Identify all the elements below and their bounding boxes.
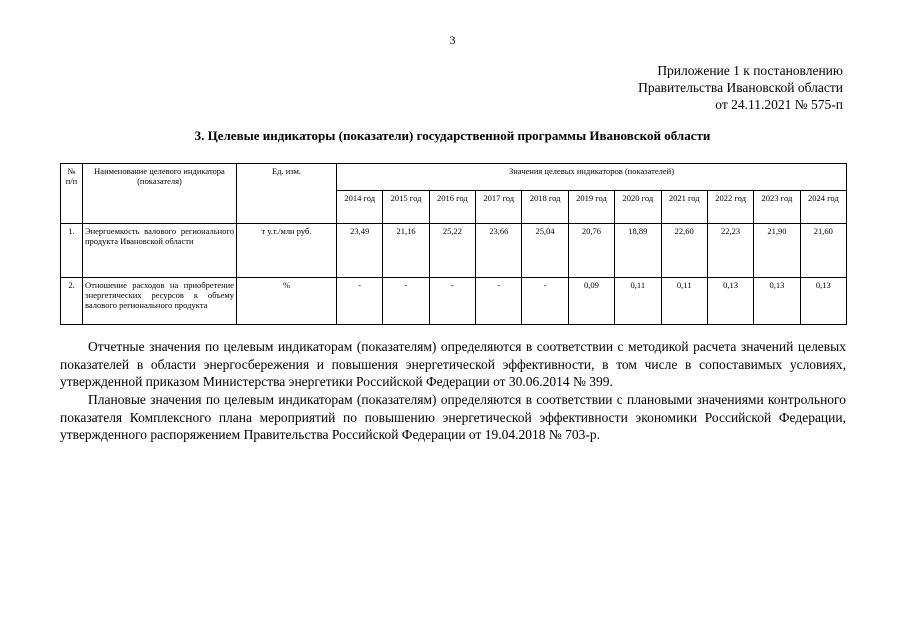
header-year: 2022 год (707, 191, 753, 224)
header-year: 2015 год (383, 191, 429, 224)
table-body (61, 224, 847, 325)
paragraph-1: Отчетные значения по целевым индикаторам (показателям) определяются в соответствии с методикой расчета значений целевых показателей в области энергосбережения и повышения энергетической эффективности, в том числе в сопоставимых условиях, утвержденной приказом Министерства энергетики Российской Федерации от 30.06.2014 № 399. (60, 339, 846, 389)
indicator-value: - (476, 278, 522, 325)
header-year: 2020 год (615, 191, 661, 224)
indicator-value: 0,09 (568, 278, 614, 325)
indicator-unit: т у.т./млн руб. (237, 224, 337, 278)
row-number: 1. (61, 224, 83, 278)
header-unit: Ед. изм. (237, 164, 337, 224)
appendix-line-1: Приложение 1 к постановлению (657, 63, 843, 78)
indicator-name: Отношение расходов на приобретение энергетических ресурсов к объему валового регионального продукта (83, 278, 237, 325)
indicator-value: 23,49 (337, 224, 383, 278)
indicator-value: 22,23 (707, 224, 753, 278)
appendix-line-3: от 24.11.2021 № 575-п (715, 97, 843, 112)
indicator-name: Энергоемкость валового регионального продукта Ивановской области (83, 224, 237, 278)
section-title: 3. Целевые индикаторы (показатели) государственной программы Ивановской области (194, 128, 711, 143)
indicator-unit: % (237, 278, 337, 325)
header-year: 2024 год (800, 191, 846, 224)
indicator-value: 20,76 (568, 224, 614, 278)
header-year: 2014 год (337, 191, 383, 224)
header-year: 2017 год (476, 191, 522, 224)
header-year: 2023 год (754, 191, 800, 224)
indicators-table (60, 163, 847, 325)
header-num: № п/п (61, 164, 83, 224)
indicator-value: 0,13 (707, 278, 753, 325)
header-year: 2019 год (568, 191, 614, 224)
appendix-block (638, 62, 843, 113)
paragraph-2: Плановые значения по целевым индикаторам (показателям) определяются в соответствии с плановыми значениями контрольного показателя Комплексного плана мероприятий по повышению энергетической эффективности экономики Российской Федерации, утвержденного распоряжением Правительства Российской Федерации от 19.04.2018 № 703-р. (60, 392, 846, 442)
appendix-line-2: Правительства Ивановской области (638, 80, 843, 95)
indicator-value: 25,22 (429, 224, 475, 278)
header-year: 2018 год (522, 191, 568, 224)
indicator-value: 21,60 (800, 224, 846, 278)
header-name: Наименование целевого индикатора (показателя) (83, 164, 237, 224)
indicator-value: 21,16 (383, 224, 429, 278)
header-year: 2021 год (661, 191, 707, 224)
table-row (61, 278, 847, 325)
header-values: Значения целевых индикаторов (показателей) (337, 164, 847, 191)
row-number: 2. (61, 278, 83, 325)
indicator-value: 0,13 (800, 278, 846, 325)
header-year: 2016 год (429, 191, 475, 224)
indicator-value: - (522, 278, 568, 325)
indicator-value: - (429, 278, 475, 325)
indicator-value: 21,90 (754, 224, 800, 278)
indicator-value: - (383, 278, 429, 325)
indicator-value: - (337, 278, 383, 325)
indicator-value: 22,60 (661, 224, 707, 278)
indicator-value: 0,11 (615, 278, 661, 325)
indicator-value: 18,89 (615, 224, 661, 278)
indicator-value: 25,04 (522, 224, 568, 278)
page-number: 3 (449, 33, 456, 47)
table-row (61, 224, 847, 278)
indicator-value: 23,66 (476, 224, 522, 278)
indicator-value: 0,11 (661, 278, 707, 325)
indicator-value: 0,13 (754, 278, 800, 325)
